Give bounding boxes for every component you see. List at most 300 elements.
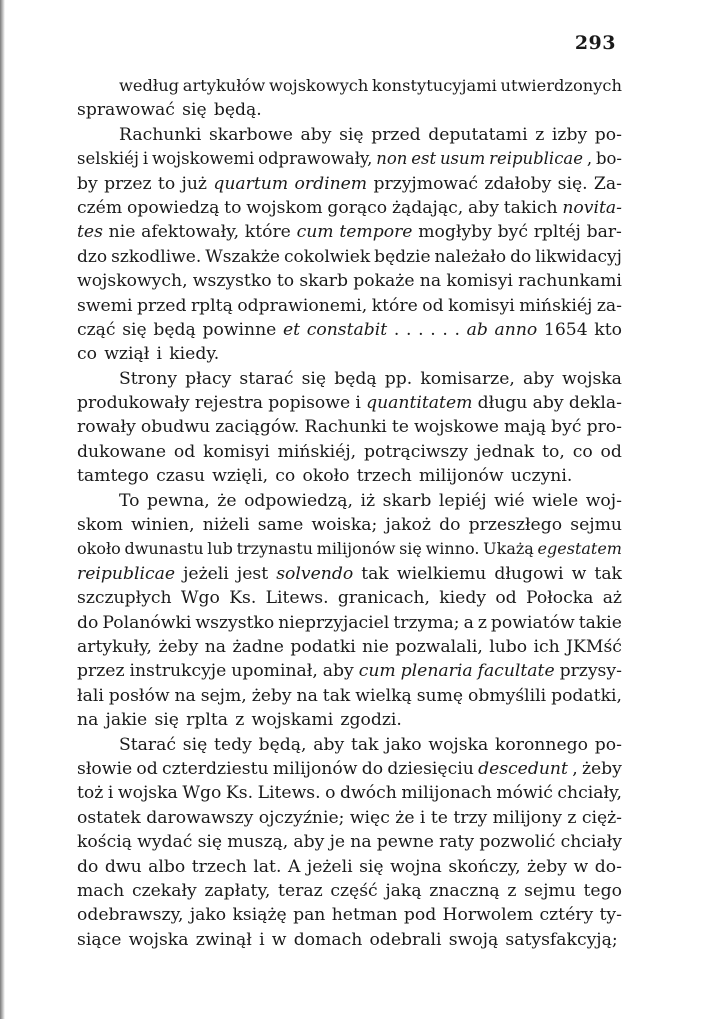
word: już xyxy=(181,173,207,194)
word: anno xyxy=(494,319,538,340)
word: aby xyxy=(532,393,564,414)
word: Ukażą xyxy=(483,539,534,559)
word: przez xyxy=(104,173,152,194)
word: woiska; xyxy=(311,515,378,536)
word: Wgo xyxy=(182,783,222,804)
word: Wszakże xyxy=(205,246,280,267)
word: by xyxy=(77,173,98,194)
word: po- xyxy=(594,734,622,755)
word: chciały, xyxy=(557,783,622,804)
text-line xyxy=(77,123,622,147)
word: winien, xyxy=(131,515,195,536)
word: jako xyxy=(189,905,227,926)
word: solvendo xyxy=(276,563,354,584)
word: usum xyxy=(439,149,486,169)
word: aby xyxy=(522,368,554,389)
word: constabit xyxy=(306,319,388,340)
word: ty- xyxy=(599,905,622,926)
word: co xyxy=(275,466,296,487)
text-line xyxy=(77,781,622,805)
word: tak xyxy=(322,685,351,706)
text-line xyxy=(77,98,622,122)
word: to, xyxy=(542,441,565,462)
word: słowie xyxy=(77,758,133,779)
word: należało xyxy=(434,246,507,267)
text-line xyxy=(77,928,622,952)
word: bar- xyxy=(586,222,622,243)
word: że xyxy=(395,807,415,828)
word: się xyxy=(182,734,208,755)
word: tes xyxy=(77,222,103,243)
word: aby xyxy=(300,124,332,145)
word: około xyxy=(77,539,121,559)
word: mają xyxy=(503,417,547,438)
word: obudwu xyxy=(140,417,211,438)
word: trzyma; xyxy=(393,612,460,633)
word: część xyxy=(330,880,378,901)
word: żądając, xyxy=(391,197,464,218)
word: trzech xyxy=(356,466,412,487)
word: dekla- xyxy=(568,393,622,414)
word: swoją xyxy=(448,929,499,950)
word: odprawowały, xyxy=(258,149,373,169)
word: i xyxy=(419,807,426,828)
word: cokolwiek xyxy=(283,246,371,267)
word: z xyxy=(535,124,545,145)
text-line xyxy=(77,318,622,342)
word: konstytucyjami xyxy=(372,76,497,95)
word: , xyxy=(586,149,593,169)
text-line xyxy=(77,245,622,269)
word: będzie xyxy=(374,246,431,267)
word: trzy xyxy=(453,807,488,828)
word: jednak xyxy=(476,441,535,462)
word: milijonów xyxy=(419,466,504,487)
word: czém xyxy=(77,197,123,218)
text-line xyxy=(77,513,622,537)
word: satysfakcyją; xyxy=(505,929,618,950)
word: żeby xyxy=(251,685,292,706)
text-line xyxy=(77,172,622,196)
word: żeby xyxy=(581,758,622,779)
word: koronnego xyxy=(494,734,588,755)
word: kiedy xyxy=(439,588,487,609)
word: wydać xyxy=(137,832,193,853)
word: iż xyxy=(360,490,376,511)
word: rowały xyxy=(77,417,136,438)
word: czekały xyxy=(131,880,197,901)
word: wié xyxy=(494,490,525,511)
word: aby xyxy=(467,197,499,218)
word: rplta xyxy=(186,710,229,731)
word: co xyxy=(572,441,593,462)
word: znaczną xyxy=(429,880,500,901)
word: przez xyxy=(77,661,125,682)
word: odprawionemi, xyxy=(237,295,368,316)
word: się xyxy=(154,710,179,731)
text-line xyxy=(77,733,622,757)
word: lat. xyxy=(253,856,282,877)
word: je xyxy=(329,832,346,853)
word: wojna xyxy=(390,856,442,877)
word: zapłaty, xyxy=(204,880,271,901)
text-line xyxy=(77,586,622,610)
text-line xyxy=(77,440,622,464)
word: na xyxy=(174,685,196,706)
word: od xyxy=(495,588,517,609)
word: . xyxy=(430,319,436,340)
word: tamtego xyxy=(77,466,149,487)
word: być xyxy=(551,417,582,438)
word: szczupłych xyxy=(77,588,172,609)
word: uczyni. xyxy=(510,466,573,487)
word: Starać xyxy=(119,734,177,755)
word: aby xyxy=(293,832,325,853)
text-line xyxy=(77,415,622,439)
word: komisarze, xyxy=(420,368,515,389)
word: milijonów xyxy=(316,539,396,559)
word: selskiéj xyxy=(77,149,140,169)
word: dukowane xyxy=(77,441,167,462)
word: pozwalali, xyxy=(395,636,483,657)
word: z xyxy=(477,612,487,633)
word: z xyxy=(507,880,517,901)
word: potrąciwszy xyxy=(364,441,469,462)
word: czterdziestu xyxy=(162,758,269,779)
word: dwóch xyxy=(340,783,397,804)
word: przed xyxy=(137,295,187,316)
word: hetman xyxy=(331,905,398,926)
word: jako xyxy=(385,734,422,755)
word: z xyxy=(567,807,577,828)
word: Polanówki xyxy=(102,612,192,633)
page-edge xyxy=(0,0,5,1019)
word: Litews. xyxy=(257,783,321,804)
word: domach xyxy=(293,929,363,950)
text-line xyxy=(77,269,622,293)
text-line xyxy=(77,659,622,683)
word: milijony xyxy=(492,807,562,828)
text-line xyxy=(77,684,622,708)
word: odebrali xyxy=(369,929,442,950)
word: toż xyxy=(77,783,104,804)
text-line xyxy=(77,708,622,732)
word: albo xyxy=(148,856,186,877)
word: deputatami xyxy=(428,124,528,145)
word: descedunt xyxy=(478,758,568,779)
word: jest xyxy=(236,563,269,584)
word: likwidacyj xyxy=(535,246,622,267)
word: po- xyxy=(594,124,622,145)
text-line xyxy=(77,611,622,635)
word: skarbowe xyxy=(208,124,293,145)
text-line xyxy=(77,220,622,244)
word: mogłyby xyxy=(418,222,492,243)
word: ostatek xyxy=(77,807,141,828)
word: powinne xyxy=(202,319,277,340)
word: się xyxy=(182,100,207,121)
word: milijonów xyxy=(272,758,358,779)
word: ab xyxy=(466,319,488,340)
word: muszą, xyxy=(227,832,289,853)
word: podatki, xyxy=(551,685,622,706)
text-line xyxy=(77,879,622,903)
word: odebrawszy, xyxy=(77,905,184,926)
word: utwierdzonych xyxy=(500,76,622,95)
text-line xyxy=(77,903,622,927)
word: kością xyxy=(77,832,132,853)
word: żeby xyxy=(158,636,199,657)
word: i xyxy=(107,783,114,804)
word: ich xyxy=(533,636,560,657)
word: pewna, xyxy=(147,490,210,511)
word: skom xyxy=(77,515,123,536)
word: mińskiéj, xyxy=(277,441,357,462)
word: wojskowemi xyxy=(152,149,255,169)
text-line xyxy=(77,464,622,488)
text-line xyxy=(77,489,622,513)
word: od xyxy=(173,441,196,462)
word: siące xyxy=(77,929,122,950)
word: Horwolem xyxy=(442,905,534,926)
text-line xyxy=(77,294,622,318)
word: niżeli xyxy=(202,515,250,536)
word: egestatem xyxy=(537,539,622,559)
word: opowiedzą xyxy=(126,197,220,218)
word: wojska xyxy=(428,734,489,755)
word: nie xyxy=(108,222,136,243)
word: łali xyxy=(77,685,104,706)
word: około xyxy=(302,466,350,487)
word: to xyxy=(224,197,242,218)
word: się xyxy=(339,124,364,145)
word: izby xyxy=(551,124,588,145)
word: się xyxy=(122,319,147,340)
word: do- xyxy=(594,856,622,877)
word: pozwolić xyxy=(479,832,556,853)
text-line xyxy=(77,830,622,854)
word: i xyxy=(142,149,149,169)
word: gorąco xyxy=(327,197,388,218)
text-line xyxy=(77,806,622,830)
word: milijonach xyxy=(401,783,492,804)
word: swemi xyxy=(77,295,133,316)
word: woj- xyxy=(585,490,622,511)
word: do xyxy=(361,758,384,779)
text-line xyxy=(77,635,622,659)
word: wszystko xyxy=(195,612,275,633)
word: pod xyxy=(403,905,437,926)
word: upominał, xyxy=(231,661,318,682)
word: lub xyxy=(207,539,233,559)
word: instrukcyje xyxy=(129,661,227,682)
word: Połocka xyxy=(525,588,594,609)
word: w xyxy=(571,563,587,584)
word: za- xyxy=(596,295,622,316)
word: sejmu xyxy=(524,880,576,901)
word: nieprzyjaciel xyxy=(278,612,390,633)
word: skarb xyxy=(299,271,349,292)
word: wojska xyxy=(562,368,622,389)
word: sejmu xyxy=(570,515,622,536)
word: pp. xyxy=(384,368,413,389)
word: aby xyxy=(313,734,345,755)
word: się xyxy=(197,832,223,853)
word: i xyxy=(355,393,361,414)
word: się xyxy=(359,856,384,877)
body-text xyxy=(77,74,622,952)
word: lepiéj xyxy=(438,490,487,511)
word: wielkiemu xyxy=(396,563,487,584)
word: więc xyxy=(349,807,390,828)
word: co xyxy=(77,344,97,365)
word: w xyxy=(271,929,287,950)
word: bo- xyxy=(595,149,622,169)
word: o xyxy=(325,783,336,804)
word: nie xyxy=(362,636,389,657)
word: popisowe xyxy=(268,393,351,414)
word: rejestra xyxy=(194,393,263,414)
word: et xyxy=(283,319,301,340)
word: wojskowych xyxy=(268,76,369,95)
word: jakie xyxy=(105,710,148,731)
word: tak xyxy=(594,563,622,584)
text-line xyxy=(77,757,622,781)
word: w xyxy=(573,856,589,877)
word: przyjmować xyxy=(373,173,478,194)
word: tak xyxy=(350,734,379,755)
word: od xyxy=(136,758,158,779)
word: sumę xyxy=(416,685,464,706)
word: trzynastu xyxy=(236,539,313,559)
word: wiele xyxy=(532,490,579,511)
word: winno. xyxy=(425,539,480,559)
word: trzech xyxy=(191,856,247,877)
word: pewne xyxy=(376,832,434,853)
word: tempore xyxy=(339,222,413,243)
word: zdałoby xyxy=(484,173,552,194)
word: wojskowych, xyxy=(77,271,188,292)
word: będą, xyxy=(258,734,307,755)
word: artykułów xyxy=(182,76,266,95)
word: . xyxy=(454,319,460,340)
word: jakoż xyxy=(385,515,431,536)
text-line xyxy=(77,562,622,586)
word: A xyxy=(287,856,301,877)
word: est xyxy=(411,149,437,169)
word: reipublicae xyxy=(77,563,175,584)
word: mówić xyxy=(496,783,553,804)
word: dwunastu xyxy=(124,539,204,559)
word: pan xyxy=(293,905,326,926)
word: cum xyxy=(296,222,334,243)
word: a xyxy=(463,612,474,633)
word: JKMść xyxy=(566,636,622,657)
word: skończy, xyxy=(448,856,521,877)
word: te xyxy=(430,807,448,828)
word: do xyxy=(77,856,99,877)
text-line xyxy=(77,537,622,561)
word: granicach, xyxy=(337,588,430,609)
word: reipublicae xyxy=(489,149,583,169)
text-line xyxy=(77,196,622,220)
word: być xyxy=(497,222,528,243)
word: darowawszy xyxy=(146,807,254,828)
word: pokaże xyxy=(353,271,415,292)
word: szkodliwe. xyxy=(111,246,202,267)
word: komisyi xyxy=(203,441,270,462)
word: Ks. xyxy=(229,588,257,609)
word: takie xyxy=(578,612,622,633)
text-line xyxy=(77,391,622,415)
word: wojskami xyxy=(251,710,334,731)
word: długowi xyxy=(494,563,564,584)
word: przed xyxy=(371,124,421,145)
word: . xyxy=(442,319,448,340)
word: wziął xyxy=(104,344,150,365)
word: podatki xyxy=(290,636,356,657)
text-line xyxy=(77,855,622,879)
text-line xyxy=(77,367,622,391)
word: do xyxy=(439,515,461,536)
text-line xyxy=(77,74,622,98)
word: cząć xyxy=(77,319,116,340)
word: aby xyxy=(322,661,354,682)
word: sejm, xyxy=(200,685,247,706)
word: posłów xyxy=(108,685,170,706)
word: zgodzi. xyxy=(340,710,402,731)
word: obmyślili xyxy=(467,685,547,706)
word: które xyxy=(244,222,291,243)
word: to xyxy=(157,173,176,194)
word: Rachunki xyxy=(119,124,202,145)
word: zaciągów. xyxy=(215,417,300,438)
word: Litews. xyxy=(265,588,329,609)
word: z xyxy=(235,710,245,731)
word: artykuły, xyxy=(77,636,153,657)
word: komisyi xyxy=(446,271,513,292)
word: jeżeli xyxy=(183,563,229,584)
word: dziesięciu xyxy=(387,758,474,779)
word: ojczyźnie; xyxy=(258,807,345,828)
word: kiedy. xyxy=(169,344,220,365)
word: raty xyxy=(439,832,475,853)
word: jeżeli xyxy=(306,856,353,877)
word: powiatów xyxy=(490,612,575,633)
word: czasu xyxy=(156,466,205,487)
word: do xyxy=(510,246,532,267)
word: aż xyxy=(602,588,622,609)
word: Rachunki xyxy=(304,417,387,438)
word: żeby xyxy=(527,856,567,877)
word: cum xyxy=(358,661,396,682)
word: będą xyxy=(334,368,377,389)
word: się xyxy=(301,368,327,389)
word: teraz xyxy=(278,880,323,901)
word: książę xyxy=(232,905,287,926)
word: quantitatem xyxy=(366,393,473,414)
word: wojska xyxy=(128,929,189,950)
word: non xyxy=(376,149,408,169)
word: cztéry xyxy=(539,905,594,926)
page-number: 293 xyxy=(574,32,616,54)
word: rpltéj xyxy=(533,222,581,243)
word: lubo xyxy=(489,636,528,657)
word: i xyxy=(259,929,265,950)
text-line xyxy=(77,147,622,171)
word: przysy- xyxy=(559,661,622,682)
word: będą xyxy=(153,319,196,340)
